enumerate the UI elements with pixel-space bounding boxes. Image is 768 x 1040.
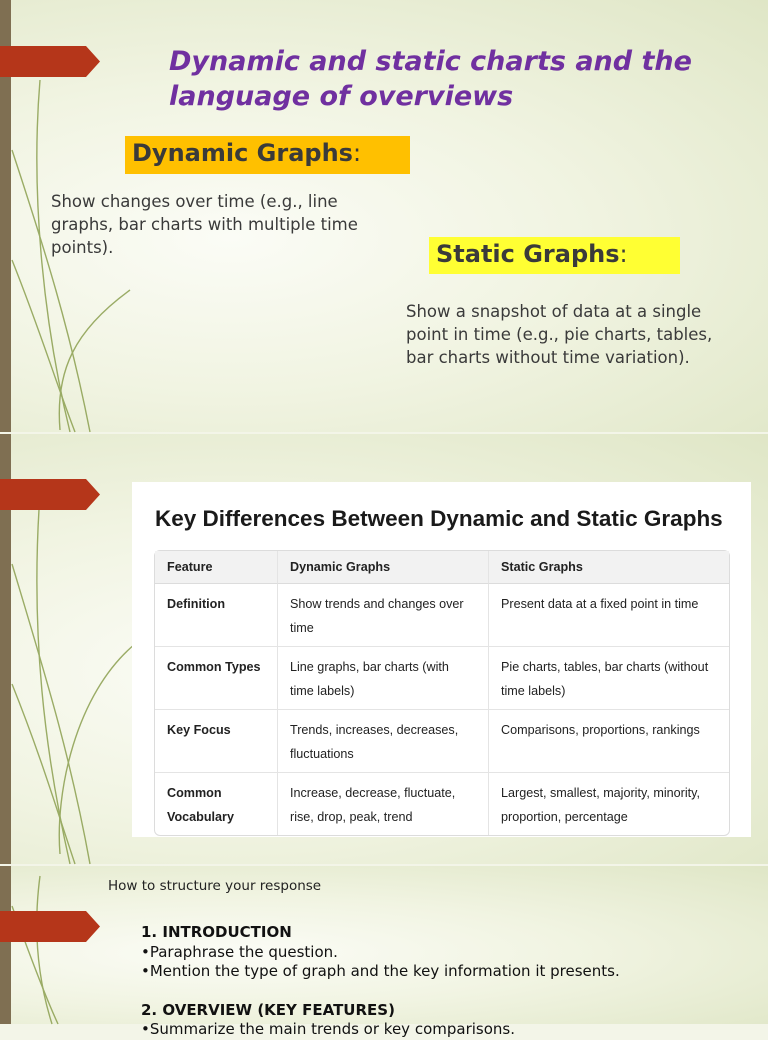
comparison-table — [154, 550, 730, 836]
slide-1 — [0, 0, 768, 432]
table-cell: Common Types — [155, 647, 277, 710]
comparison-card — [132, 482, 751, 837]
column-header: Dynamic Graphs — [277, 551, 488, 584]
section-intro: How to structure your response — [108, 878, 322, 894]
table-cell: Largest, smallest, majority, minority, proportion, percentage — [488, 773, 729, 835]
table-cell: Comparisons, proportions, rankings — [488, 710, 729, 773]
step-heading: 2. OVERVIEW (KEY FEATURES) — [141, 1000, 395, 1019]
slide-3 — [0, 866, 768, 1038]
table-cell: Show trends and changes over time — [277, 584, 488, 647]
slide-marker-arrow — [0, 479, 100, 510]
table-row — [155, 710, 729, 773]
table-header-row — [155, 551, 729, 584]
column-header: Static Graphs — [488, 551, 729, 584]
slide-2 — [0, 434, 768, 864]
table-cell: Line graphs, bar charts (with time labels) — [277, 647, 488, 710]
step-bullet: •Mention the type of graph and the key information it presents. — [141, 962, 620, 980]
slide-marker-arrow — [0, 46, 100, 77]
table-row — [155, 584, 729, 647]
table-cell: Common Vocabulary — [167, 786, 234, 824]
table-cell: Definition — [155, 584, 277, 647]
table-row — [155, 647, 729, 710]
table-cell: Trends, increases, decreases, fluctuations — [277, 710, 488, 773]
table-cell: Key Focus — [155, 710, 277, 773]
column-header: Feature — [155, 551, 277, 584]
step-bullet: •Paraphrase the question. — [141, 942, 338, 961]
dynamic-graphs-description: Show changes over time (e.g., line graphs, bar charts with multiple time points). — [51, 192, 358, 257]
table-row — [155, 773, 729, 835]
static-graphs-description: Show a snapshot of data at a single point in time (e.g., pie charts, tables, bar charts without time variation). — [406, 302, 713, 367]
structure-list — [141, 923, 620, 1040]
table-cell: Pie charts, tables, bar charts (without time labels) — [488, 647, 729, 710]
dynamic-graphs-heading: Dynamic Graphs: — [125, 136, 410, 174]
step-heading: 1. INTRODUCTION — [141, 923, 292, 941]
table-cell: Present data at a fixed point in time — [488, 584, 729, 647]
static-graphs-heading: Static Graphs: — [429, 237, 680, 274]
slide-title: Dynamic and static charts and the language of overviews — [169, 46, 692, 112]
step-bullet: •Summarize the main trends or key comparisons. — [141, 1020, 515, 1038]
table-title: Key Differences Between Dynamic and Static Graphs — [155, 506, 723, 531]
table-cell: Increase, decrease, fluctuate, rise, drop, peak, trend — [277, 773, 488, 835]
slide-marker-arrow — [0, 911, 100, 942]
